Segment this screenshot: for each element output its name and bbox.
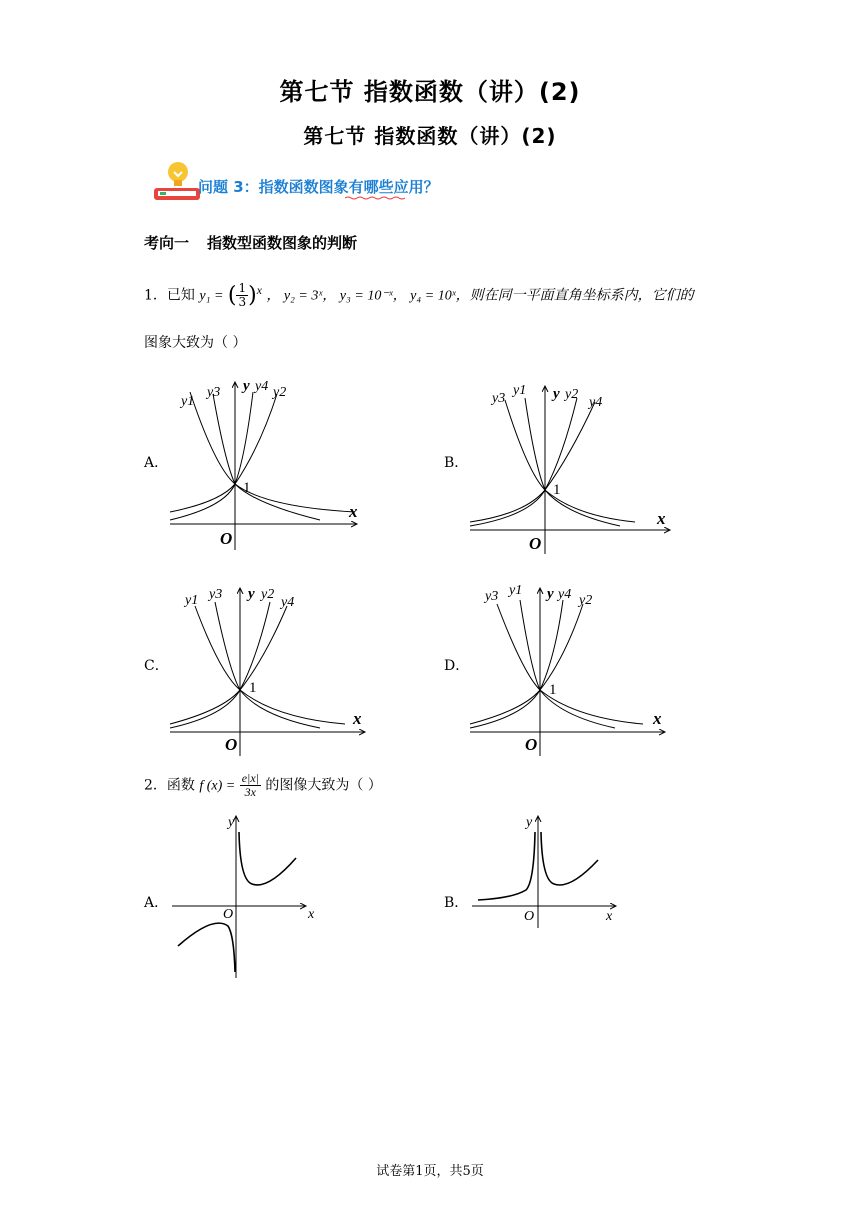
q1-c-label-y2: y2 [261, 587, 275, 602]
q2-prefix: 函数 [166, 777, 195, 794]
q1-y1: y₁ = [199, 288, 224, 304]
svg-text:y4 [587, 395, 602, 410]
q2-func: f (x) = [199, 778, 236, 794]
spellcheck-underline [345, 196, 405, 200]
svg-text:y4 [556, 587, 571, 602]
q1-d-label-y: y [547, 586, 554, 602]
q1-b-label-y3: y3 [492, 391, 506, 406]
q1-c-label-y: y [248, 586, 255, 602]
svg-text:y1 [183, 593, 198, 608]
svg-text:y2 [271, 385, 286, 400]
q1-line2: 图象大致为（ ） [144, 335, 247, 351]
q1-rest: ， y₂ = 3ˣ， y₃ = 10⁻ˣ， y₄ = 10ˣ，则在同一平面直角坐标系内，它们的 [266, 288, 694, 304]
svg-text:y2 [259, 587, 274, 602]
q1-option-d-letter[interactable]: D． [444, 658, 470, 674]
page-footer: 试卷第1页，共5页 [376, 1164, 484, 1179]
svg-text:y [246, 586, 255, 602]
q1-c-label-y4: y4 [281, 595, 295, 610]
svg-text:y [551, 386, 560, 402]
svg-text:1 [553, 482, 561, 498]
q1-d-x: x [653, 709, 662, 728]
q1-d-one: 1 [549, 682, 557, 698]
svg-text:y2 [563, 387, 578, 402]
page-subtitle: 第七节 指数函数（讲）(2) [303, 124, 557, 148]
q1-d-label-y2: y2 [579, 593, 593, 608]
q2-suffix: 的图像大致为（ ） [265, 777, 382, 794]
q1-b-label-y1: y1 [513, 383, 527, 398]
q1-a-label-y: y [243, 378, 250, 394]
q1-b-x: x [657, 509, 666, 528]
section-title: 指数型函数图象的判断 [207, 234, 358, 252]
question-2 [144, 772, 382, 799]
svg-text:y3 [490, 391, 505, 406]
q1-y1-exp: x [256, 284, 262, 298]
q1-number: 1． [144, 287, 167, 304]
q2-graph-a [168, 810, 328, 980]
svg-text:x [652, 709, 662, 728]
svg-text:y4 [253, 379, 268, 394]
svg-text:O [525, 735, 537, 754]
svg-text:O [529, 534, 541, 553]
svg-text:x [352, 709, 362, 728]
q2-b-o: O [524, 909, 535, 924]
q1-b-label-y: y [553, 386, 560, 402]
svg-text:y [226, 815, 235, 830]
q2-b-y: y [526, 815, 533, 830]
svg-text:O [225, 735, 237, 754]
q2-number: 2． [144, 777, 167, 794]
q1-c-o: O [225, 735, 238, 754]
q1-graph-a [165, 372, 365, 552]
q2-option-b-letter[interactable]: B． [444, 895, 469, 911]
q1-d-label-y4: y4 [558, 587, 572, 602]
q1-graph-b [465, 376, 675, 556]
q2-b-x: x [606, 909, 613, 924]
q2-a-x: x [308, 907, 315, 922]
q1-d-o: O [525, 735, 538, 754]
q1-a-o: O [220, 529, 233, 548]
q1-c-x: x [353, 709, 362, 728]
q2-a-y: y [228, 815, 235, 830]
q2-option-a-letter[interactable]: A． [144, 895, 169, 911]
svg-text:x [348, 502, 358, 521]
svg-text:O [524, 909, 534, 924]
q1-option-c-letter[interactable]: C． [144, 658, 169, 674]
q1-d-label-y1: y1 [509, 583, 523, 598]
question-1: 1．已知 y₁ = ( $\frac{1}{3}$ )$^x$ ， y₂ = 3ˣ， y₃ = 10⁻ˣ， y₄ = 10ˣ，则在同一平面直角坐标系内，它们的 [144, 281, 694, 310]
svg-text:y3 [207, 587, 222, 602]
q1-prefix: 已知 [166, 287, 195, 304]
svg-text:x [605, 909, 613, 924]
q1-a-label-y2: y2 [273, 385, 287, 400]
svg-text:y1 [507, 583, 522, 598]
q1-c-one: 1 [249, 680, 257, 696]
q1-c-label-y3: y3 [209, 587, 223, 602]
q1-d-label-y3: y3 [485, 589, 499, 604]
svg-text:y1 [511, 383, 526, 398]
svg-text:y [524, 815, 533, 830]
section-label: 考向一 [144, 234, 190, 252]
svg-text:O [220, 529, 232, 548]
q1-b-label-y4: y4 [589, 395, 603, 410]
svg-text:y [241, 378, 250, 394]
q1-b-label-y2: y2 [565, 387, 579, 402]
svg-text:x [656, 509, 666, 528]
q1-a-label-y3: y3 [207, 385, 221, 400]
q2-frac-den: 3x [244, 785, 256, 800]
svg-text:1 [249, 680, 257, 696]
q1-b-one: 1 [553, 482, 561, 498]
q1-c-label-y1: y1 [185, 593, 199, 608]
q1-frac-num: 1 [238, 281, 247, 295]
svg-text:x [307, 907, 315, 922]
svg-text:O [223, 907, 233, 922]
q2-frac-num: e|x| [241, 771, 259, 785]
q1-a-x: x [349, 502, 358, 521]
svg-text:y3 [205, 385, 220, 400]
svg-text:y4 [279, 595, 294, 610]
q2-a-o: O [223, 907, 234, 922]
svg-text:y3 [483, 589, 498, 604]
svg-text:1 [549, 682, 557, 698]
q1-a-label-y1: y1 [181, 394, 195, 409]
svg-text:y [545, 586, 554, 602]
q1-a-label-y4: y4 [255, 379, 269, 394]
svg-text:1 [243, 480, 251, 496]
question-banner [150, 160, 470, 206]
q2-graph-b [468, 810, 628, 930]
q1-option-b-letter[interactable]: B． [444, 455, 469, 471]
q1-graph-c [165, 578, 375, 758]
q1-frac-den: 3 [238, 295, 247, 310]
q1-a-one: 1 [243, 480, 251, 496]
banner-text: 问题 3：指数函数图象有哪些应用？ [198, 178, 439, 196]
page-title: 第七节 指数函数（讲）(2) [279, 78, 581, 106]
svg-text:y2 [577, 593, 592, 608]
section-heading [144, 232, 375, 253]
q1-graph-d [465, 578, 675, 758]
label [179, 394, 194, 409]
q1-b-o: O [529, 534, 542, 553]
q1-option-a-letter[interactable]: A． [144, 455, 169, 471]
